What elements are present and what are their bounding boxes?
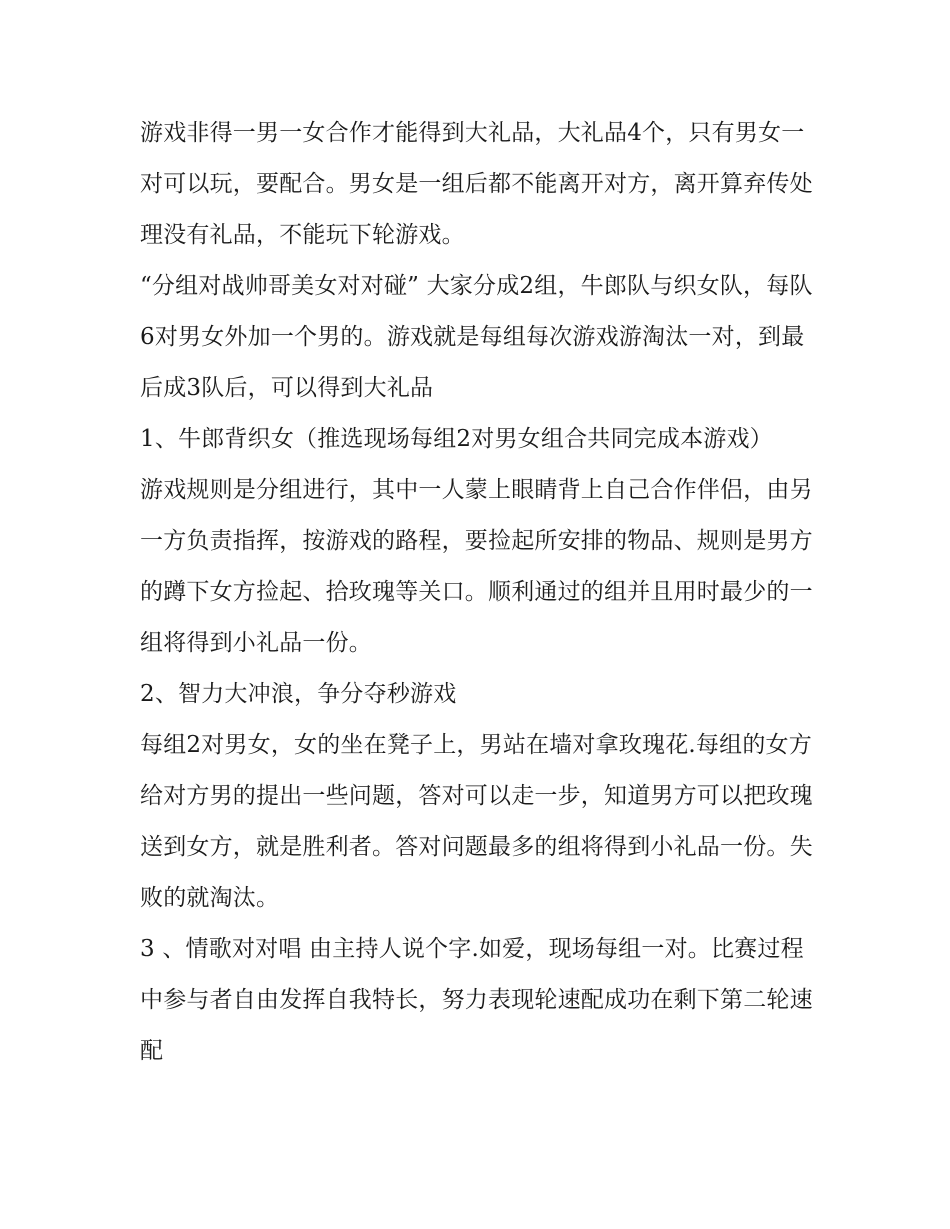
- heading-game-2: 2、智力大冲浪，争分夺秒游戏: [140, 681, 457, 707]
- paragraph-game-3: 3 、情歌对对唱 由主持人说个字.如爱，现场每组一对。比赛过程中参与者自由发挥自我特长，努力表现轮速配成功在剩下第二轮速配: [140, 936, 813, 1064]
- paragraph-game-2-rules: 每组2对男女，女的坐在凳子上，男站在墙对拿玫瑰花.每组的女方给对方男的提出一些问题，答对可以走一步，知道男方可以把玫瑰送到女方，就是胜利者。答对问题最多的组将得到小礼品一份。失败的就淘汰。: [140, 732, 813, 911]
- heading-game-1: 1、牛郎背织女（推选现场每组2对男女组合共同完成本游戏）: [140, 426, 773, 452]
- paragraph-team-battle: “分组对战帅哥美女对对碰” 大家分成2组，牛郎队与织女队，每队6对男女外加一个男的。游戏就是每组每次游戏游淘汰一对，到最后成3队后，可以得到大礼品: [140, 273, 813, 401]
- document-body: [140, 108, 820, 1077]
- paragraph-game-1-rules: 游戏规则是分组进行，其中一人蒙上眼睛背上自己合作伴侣，由另一方负责指挥，按游戏的路程，要捡起所安排的物品、规则是男方的蹲下女方捡起、拾玫瑰等关口。顺利通过的组并且用时最少的一组将得到小礼品一份。: [140, 477, 813, 656]
- paragraph-gift-rules: 游戏非得一男一女合作才能得到大礼品，大礼品4个，只有男女一对可以玩，要配合。男女是一组后都不能离开对方，离开算弃传处理没有礼品，不能玩下轮游戏。: [140, 120, 813, 248]
